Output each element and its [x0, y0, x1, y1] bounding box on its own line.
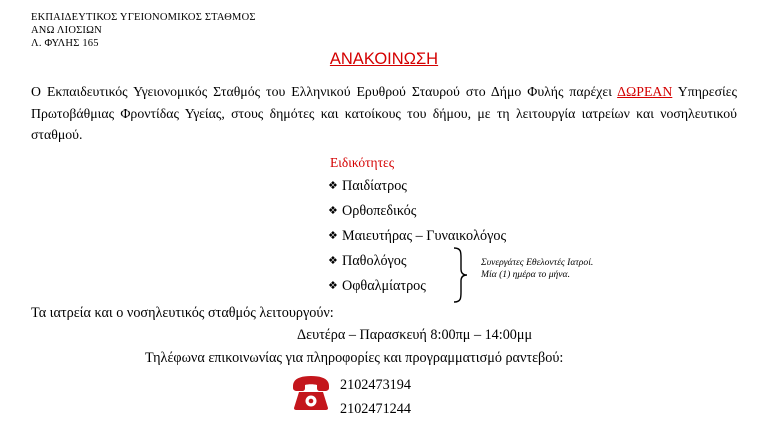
frequency-note: Μία (1) ημέρα το μήνα.	[481, 269, 570, 280]
specialty-item	[328, 278, 426, 295]
bullet-icon: ❖	[328, 179, 338, 192]
announcement-title: ΑΝΑΚΟΙΝΩΣΗ	[329, 50, 439, 68]
free-label: ΔΩΡΕΑΝ	[617, 84, 673, 99]
bullet-icon: ❖	[328, 229, 338, 242]
phone-number[interactable]: 2102471244	[340, 401, 411, 417]
specialty-label: Οφθαλμίατρος	[342, 278, 426, 294]
bullet-icon: ❖	[328, 254, 338, 267]
header-line-organization: ΕΚΠΑΙΔΕΥΤΙΚΟΣ ΥΓΕΙΟΝΟΜΙΚΟΣ ΣΤΑΘΜΟΣ	[31, 12, 256, 23]
bullet-icon: ❖	[328, 204, 338, 217]
specialty-label: Μαιευτήρας – Γυναικολόγος	[342, 228, 507, 244]
specialty-item	[328, 228, 506, 245]
bullet-icon: ❖	[328, 279, 338, 292]
intro-text-part2: Υπηρεσίες Πρωτοβάθμιας Φροντίδας Υγείας, στους δημότες και κατοίκους του δήμου, με τη λειτουργία ιατρείων και νοσηλευτικού σταθμού.	[31, 84, 737, 142]
hours-schedule: Δευτέρα – Παρασκευή 8:00πμ – 14:00μμ	[297, 327, 533, 343]
specialty-item	[328, 253, 407, 270]
specialty-label: Παθολόγος	[342, 253, 407, 269]
contact-intro: Τηλέφωνα επικοινωνίας για πληροφορίες και προγραμματισμό ραντεβού:	[145, 350, 564, 366]
intro-paragraph	[31, 81, 737, 146]
specialty-item	[328, 203, 416, 220]
curly-brace-icon	[452, 247, 468, 303]
intro-text-part1: Ο Εκπαιδευτικός Υγειονομικός Σταθμός του Ελληνικού Ερυθρού Σταυρού στο Δήμο Φυλής παρέχει	[31, 84, 612, 99]
specialty-label: Παιδίατρος	[342, 178, 407, 194]
telephone-icon	[291, 375, 331, 411]
header-line-address: Λ. ΦΥΛΗΣ 165	[31, 38, 99, 49]
header-line-area: ΑΝΩ ΛΙΟΣΙΩΝ	[31, 25, 102, 36]
specialty-label: Ορθοπεδικός	[342, 203, 417, 219]
specialties-title: Ειδικότητες	[330, 155, 395, 170]
hours-intro: Τα ιατρεία και ο νοσηλευτικός σταθμός λειτουργούν:	[31, 305, 334, 321]
volunteer-note: Συνεργάτες Εθελοντές Ιατροί.	[481, 257, 594, 268]
phone-number[interactable]: 2102473194	[340, 377, 411, 393]
specialty-item	[328, 178, 407, 195]
